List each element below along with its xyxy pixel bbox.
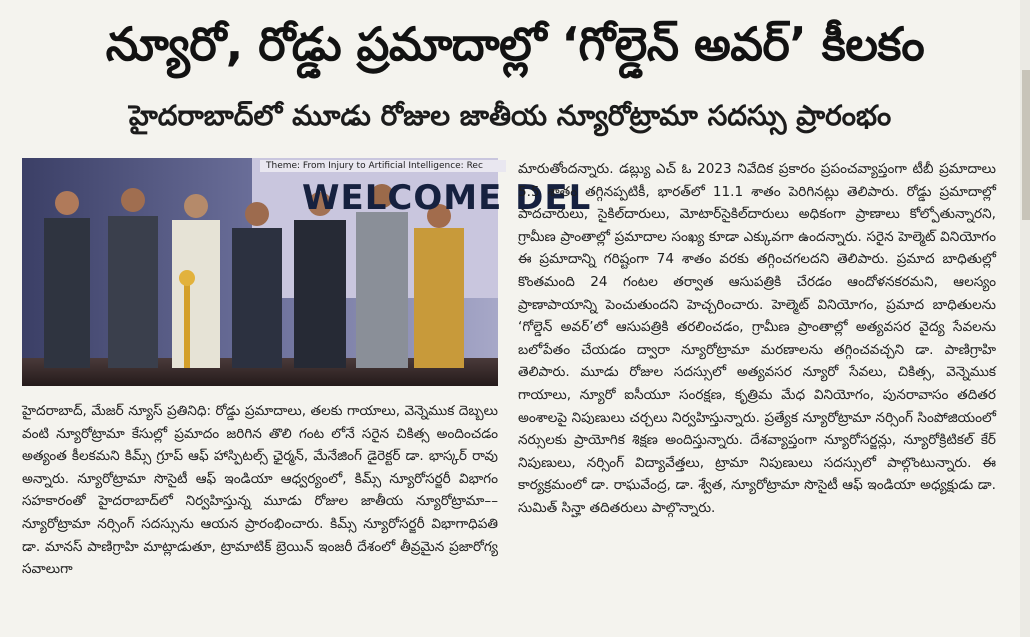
subheadline: హైదరాబాద్‌లో మూడు రోజుల జాతీయ న్యూరోట్రామా సదస్సు ప్రారంభం [128, 99, 892, 132]
article-right-column: మారుతోందన్నారు. డబ్ల్యు ఎచ్ ఓ 2023 నివేదిక ప్రకారం ప్రపంచవ్యాప్తంగా టీబీ ప్రమాదాలు 5.5 శాతం తగ్గినప్పటికీ, భారత్‌లో 11.1 శాతం పెరిగినట్లు తెలిపారు. రోడ్డు ప్రమాదాల్లో పాదచారులు, సైకిల్‌దారులు, మోటార్‌సైకిల్‌దారులు అధికంగా ప్రాణాలు కోల్పోతున్నారని, గ్రామీణ ప్రాంతాల్లో ప్రమాదాల సంఖ్య కూడా ఎక్కువగా ఉందన్నారు. సరైన హెల్మెట్ వినియోగం ఈ ప్రమాదాన్ని గరిష్టంగా 74 శాతం వరకు తగ్గించగలదని తెలిపారు. ప్రమాద బాధితుల్లో కొంతమంది 24 గంటల తర్వాత ఆసుపత్రికి చేరడం ఆందోళనకరమని, ఆలస్యం ప్రాణాపాయాన్ని పెంచుతుందని హెచ్చరించారు. హెల్మెట్ వినియోగం, ప్రమాద బాధితులను ‘గోల్డెన్ అవర్’లో ఆసుపత్రికి తరలించడం, గ్రామీణ ప్రాంతాల్లో అత్యవసర వైద్య సేవలను బలోపేతం చేయడం ద్వారా న్యూరోట్రామా మరణాలను తగ్గించవచ్చని డా. పాణిగ్రాహి తెలిపారు. మూడు రోజుల సదస్సులో అత్యవసర న్యూరో సేవలు, చికిత్స, వెన్నెముక గాయాలు, న్యూరో ఐసీయూ సంరక్షణ, కృత్రిమ మేధ వినియోగం, పునరావాసం తదితర అంశాలపై నిపుణులు చర్చలు నిర్వహిస్తున్నారు. ప్రత్యేక న్యూరోట్రామా నర్సింగ్ సింపోజియంలో నర్సులకు ప్రాయోగిక శిక్షణ అందిస్తున్నారు. దేశవ్యాప్తంగా న్యూరోసర్జన్లు, న్యూరోక్రిటికల్ కేర్ నిపుణులు, నర్సింగ్ విద్యావేత్తలు, ట్రామా నిపుణులు సదస్సులో పాల్గొంటున్నారు. ఈ కార్యక్రమంలో డా. రాఘవేంద్ర, డా. శ్వేత, న్యూరోట్రామా సొసైటీ ఆఫ్ ఇండియా అధ్యక్షుడు డా. సుమిత్ సిన్హా తదితరులు పాల్గొన్నారు. [518, 161, 997, 516]
event-photo [22, 158, 592, 386]
adjacent-page-edge [1020, 0, 1030, 637]
article-left-column: హైదరాబాద్, మేజర్ న్యూస్ ప్రతినిధి: రోడ్డు ప్రమాదాలు, తలకు గాయాలు, వెన్నెముక దెబ్బలు వంటి న్యూరోట్రామా కేసుల్లో ప్రమాదం జరిగిన తొలి గంట లోనే సరైన చికిత్స అందించడం అత్యంత కీలకమని కిమ్స్ గ్రూప్ ఆఫ్ హాస్పిటల్స్ ఛైర్మన్, మేనేజింగ్ డైరెక్టర్ డా. భాస్కర్ రావు అన్నారు. న్యూరోట్రామా సొసైటీ ఆఫ్ ఇండియా ఆధ్వర్యంలో, కిమ్స్ న్యూరోసర్జరీ విభాగం సహకారంతో హైదరాబాద్‌లో నిర్వహిస్తున్న మూడు రోజుల జాతీయ న్యూరోట్రామా––న్యూరోట్రామా నర్సింగ్ సదస్సును ఆయన ప్రారంభించారు. కిమ్స్ న్యూరోసర్జరీ విభాగాధిపతి డా. మానస్ పాణిగ్రాహి మాట్లాడుతూ, ట్రామాటిక్ బ్రెయిన్ ఇంజరీ దేశంలో తీవ్రమైన ప్రజారోగ్య సవాలుగా [22, 403, 498, 578]
photo-banner-theme: Theme: From Injury to Artificial Intelligence: Rec [260, 160, 506, 172]
adjacent-photo-fragment [1022, 70, 1030, 220]
headline: న్యూరో, రోడ్డు ప్రమాదాల్లో ‘గోల్డెన్ అవర్’ కీలకం [105, 17, 925, 71]
photo-banner-welcome: WELCOME DEL [302, 178, 592, 218]
